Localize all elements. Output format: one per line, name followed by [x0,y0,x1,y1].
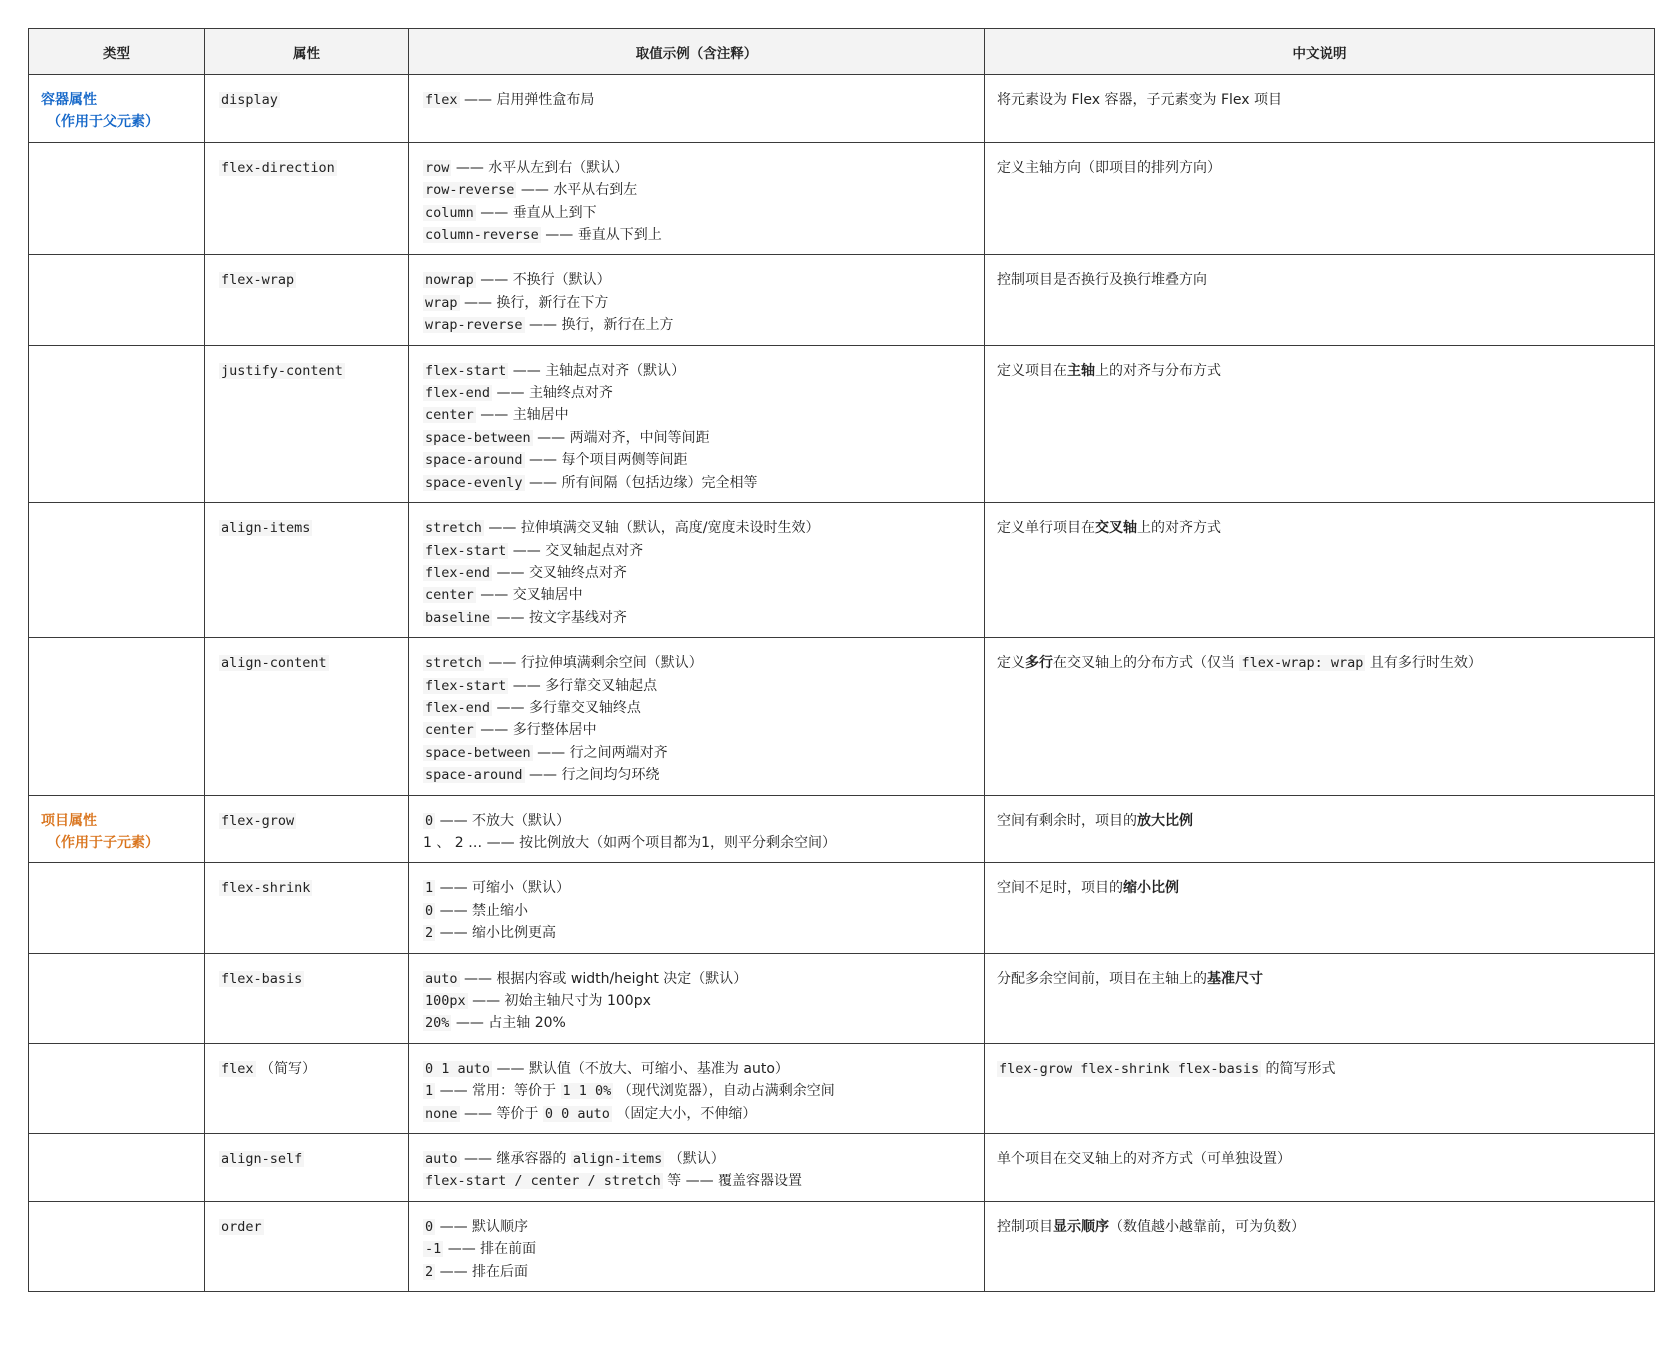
description-text: 定义项目在 [997,362,1067,379]
value-note: 常用：等价于 [472,1083,561,1100]
description-cell [985,1043,1655,1133]
table-row [29,345,1655,502]
value-line: space-around —— 行之间均匀环绕 [425,767,660,784]
value-note: 缩小比例更高 [472,925,557,942]
description-emphasis: 放大比例 [1137,812,1193,829]
type-cell [29,863,205,953]
value-note: 按比例放大（如两个项目都为1，则平分剩余空间） [519,834,836,851]
value-line: space-between —— 两端对齐，中间等间距 [425,429,710,446]
value-line: auto —— 继承容器的 align-items （默认） [425,1151,725,1168]
description-cell [985,863,1655,953]
value-line: 0 —— 禁止缩小 [425,902,529,919]
description-text: 在交叉轴上的分布方式（仅当 [1053,655,1240,672]
value-note: 行之间两端对齐 [569,744,668,761]
value-note: 交叉轴居中 [512,587,583,604]
value-line: auto —— 根据内容或 width/height 决定（默认） [425,970,748,987]
attribute-suffix: （简写） [255,1060,316,1077]
attribute-cell [205,863,409,953]
value-code: space-evenly [425,474,523,491]
flex-properties-table [28,28,1655,1292]
value-code: 0 [425,902,434,919]
value-line: center —— 交叉轴居中 [425,587,583,604]
value-code: 0 [425,812,434,829]
value-line: flex-end —— 交叉轴终点对齐 [425,564,627,581]
attribute-cell [205,1134,409,1202]
value-code: 100px [425,993,466,1009]
value-line: column —— 垂直从上到下 [425,204,597,221]
value-note: 默认值（不放大、可缩小、基准为 auto） [528,1060,789,1077]
header-row [29,29,1655,75]
value-code: 2 [425,925,434,942]
value-code: flex-end [425,385,491,402]
description-emphasis: 基准尺寸 [1207,970,1263,987]
value-code: flex-end [425,699,491,716]
values-cell [409,1201,985,1291]
type-label: 项目属性 [41,812,97,829]
description-text: 控制项目 [997,1218,1053,1235]
value-code: nowrap [425,272,474,289]
type-sublabel: （作用于子元素） [47,834,159,851]
value-line: column-reverse —— 垂直从下到上 [425,227,662,244]
value-code: column [425,204,474,221]
attribute-name: align-items [221,520,311,537]
value-code: row-reverse [425,182,515,199]
header-values: 取值示例（含注释） [409,29,985,75]
value-line: 2 —— 排在后面 [425,1263,529,1280]
type-sublabel: （作用于父元素） [47,114,159,131]
values-cell [409,345,985,502]
value-line: none —— 等价于 0 0 auto （固定大小，不伸缩） [425,1105,757,1122]
attribute-cell [205,953,409,1043]
value-note: 初始主轴尺寸为 100px [504,993,651,1009]
table-row [29,953,1655,1043]
value-line: wrap-reverse —— 换行，新行在上方 [425,317,674,334]
value-line: 1 —— 常用：等价于 1 1 0% （现代浏览器），自动占满剩余空间 [425,1083,835,1100]
value-note: 每个项目两侧等间距 [561,452,688,469]
value-code: column-reverse [425,227,539,244]
value-code: 20% [425,1015,450,1032]
value-line: -1 —— 排在前面 [425,1241,537,1258]
attribute-cell [205,1043,409,1133]
value-code: flex-end [425,564,491,581]
attribute-name: order [221,1218,262,1235]
type-cell [29,1043,205,1133]
description-cell [985,638,1655,795]
value-note: 启用弹性盒布局 [496,92,595,108]
values-cell [409,142,985,255]
table-row [29,1201,1655,1291]
value-code: space-between [425,429,531,446]
value-note: 主轴居中 [512,407,569,424]
value-note: 交叉轴终点对齐 [528,564,627,581]
values-cell [409,795,985,863]
type-cell [29,503,205,638]
description-cell [985,953,1655,1043]
value-note: 排在前面 [480,1241,537,1258]
type-cell [29,345,205,502]
value-note: 多行靠交叉轴起点 [545,677,658,694]
description-text: （数值越小越靠前，可为负数） [1109,1218,1305,1235]
value-code: 1 、 2 … [423,834,483,851]
value-line [423,1170,972,1192]
value-note: 水平从右到左 [553,182,638,199]
value-line: center —— 多行整体居中 [425,722,597,739]
table-row [29,142,1655,255]
values-cell [409,953,985,1043]
value-line: 1 —— 可缩小（默认） [425,880,571,897]
value-code: none [425,1105,458,1122]
description-text: 分配多余空间前，项目在主轴上的 [997,970,1207,987]
value-code: baseline [425,609,491,626]
values-cell [409,75,985,143]
value-line: 1 、 2 … —— 按比例放大（如两个项目都为1，则平分剩余空间） [423,834,836,851]
value-note: 不放大（默认） [472,812,571,829]
description-text: 单个项目在交叉轴上的对齐方式（可单独设置） [997,1151,1291,1168]
values-cell [409,255,985,345]
description-cell [985,345,1655,502]
value-line: 0 1 auto —— 默认值（不放大、可缩小、基准为 auto） [425,1060,789,1077]
attribute-name: flex [221,1060,254,1077]
attribute-name: align-self [221,1151,303,1168]
table-row [29,863,1655,953]
value-code: 0 1 auto [425,1060,491,1077]
type-cell [29,1201,205,1291]
table-row [29,503,1655,638]
description-text: 且有多行时生效） [1365,655,1482,672]
type-cell [29,255,205,345]
type-cell [29,142,205,255]
value-code: flex-start [425,542,507,559]
value-line: flex-start —— 多行靠交叉轴起点 [425,677,658,694]
value-note: 禁止缩小 [472,902,529,919]
description-text: 定义单行项目在 [997,520,1095,537]
value-note: 占主轴 20% [488,1015,566,1032]
type-cell [29,1134,205,1202]
value-note: 换行，新行在上方 [561,317,674,334]
description-code: flex-wrap: wrap [1241,655,1364,672]
value-code: 2 [425,1263,434,1280]
value-line: 20% —— 占主轴 20% [425,1015,566,1032]
table-row [29,1043,1655,1133]
value-line: flex-start —— 主轴起点对齐（默认） [425,362,686,379]
value-line: center —— 主轴居中 [425,407,569,424]
description-cell [985,255,1655,345]
value-note: 可缩小（默认） [472,880,571,897]
value-code: 1 [425,880,434,897]
table-row [29,255,1655,345]
value-note: 多行靠交叉轴终点 [528,699,641,716]
value-code: -1 [425,1241,442,1258]
values-cell [409,863,985,953]
value-note: 行拉伸填满剩余空间（默认） [520,655,703,672]
value-note: 主轴终点对齐 [528,385,613,402]
description-text: 空间不足时，项目的 [997,880,1123,897]
value-code: center [425,722,474,739]
value-code: wrap-reverse [425,317,523,334]
value-code-inline: 1 1 0% [562,1083,612,1100]
value-note: 主轴起点对齐（默认） [545,362,686,379]
description-cell [985,503,1655,638]
description-cell [985,795,1655,863]
description-text: 定义 [997,655,1025,672]
attribute-cell [205,1201,409,1291]
attribute-name: flex-grow [221,812,295,829]
value-code: center [425,587,474,604]
values-cell [409,503,985,638]
description-cell [985,142,1655,255]
attribute-cell [205,795,409,863]
value-code: row [425,159,450,176]
attribute-cell [205,345,409,502]
value-line: flex-end —— 主轴终点对齐 [425,385,613,402]
value-line: flex-end —— 多行靠交叉轴终点 [425,699,641,716]
attribute-name: flex-shrink [221,880,311,897]
description-text: 上的对齐方式 [1137,520,1221,537]
type-cell [29,75,205,143]
value-note: 排在后面 [472,1263,529,1280]
value-note: 按文字基线对齐 [528,609,627,626]
value-code: space-around [425,767,523,784]
attribute-name: align-content [221,655,327,672]
description-text: 空间有剩余时，项目的 [997,812,1137,829]
value-note: 两端对齐，中间等间距 [569,429,710,446]
value-code: center [425,407,474,424]
value-code: wrap [425,294,458,311]
value-note: 根据内容或 width/height 决定（默认） [496,970,748,987]
description-emphasis: 多行 [1025,655,1053,672]
value-note: 垂直从下到上 [577,227,662,244]
value-note: 换行，新行在下方 [496,294,609,311]
type-label: 容器属性 [41,92,97,108]
value-line: wrap —— 换行，新行在下方 [425,294,609,311]
value-note: 所有间隔（包括边缘）完全相等 [561,474,758,491]
value-line: space-between —— 行之间两端对齐 [425,744,668,761]
value-note: 多行整体居中 [512,722,597,739]
values-cell [409,1134,985,1202]
description-emphasis: 主轴 [1067,362,1095,379]
attribute-cell [205,142,409,255]
description-cell [985,1134,1655,1202]
attribute-name: display [221,92,278,108]
values-cell [409,1043,985,1133]
table-row [29,795,1655,863]
value-line: 2 —— 缩小比例更高 [425,925,557,942]
attribute-cell [205,75,409,143]
description-emphasis: 显示顺序 [1053,1218,1109,1235]
value-code: 0 [425,1218,434,1235]
description-text: 的简写形式 [1261,1060,1336,1077]
value-note: 垂直从上到下 [512,204,597,221]
value-note-tail: （现代浏览器），自动占满剩余空间 [613,1083,835,1100]
value-code: flex-start [425,362,507,379]
value-code: 1 [425,1083,434,1100]
description-cell [985,75,1655,143]
value-note: 拉伸填满交叉轴（默认，高度/宽度未设时生效） [520,520,820,537]
value-line: space-around —— 每个项目两侧等间距 [425,452,688,469]
value-code: flex-start [425,677,507,694]
attribute-cell [205,255,409,345]
value-note: 交叉轴起点对齐 [545,542,644,559]
value-code-inline: align-items [572,1151,663,1168]
value-line: flex-start —— 交叉轴起点对齐 [425,542,644,559]
table-row [29,75,1655,143]
value-code: stretch [425,520,482,537]
description-cell [985,1201,1655,1291]
description-text: 将元素设为 Flex 容器，子元素变为 Flex 项目 [997,92,1282,108]
attribute-name: justify-content [221,362,343,379]
description-code: flex-grow flex-shrink flex-basis [999,1060,1260,1077]
value-code: flex [425,92,458,108]
value-note: 不换行（默认） [512,272,611,289]
value-note-tail: （默认） [664,1151,725,1168]
value-line: stretch —— 行拉伸填满剩余空间（默认） [425,655,703,672]
value-code-inline: 0 0 auto [544,1105,610,1122]
value-code: stretch [425,655,482,672]
attribute-name: flex-wrap [221,272,295,289]
value-note: 水平从左到右（默认） [488,159,629,176]
table-row [29,1134,1655,1202]
value-line: row —— 水平从左到右（默认） [425,159,629,176]
attribute-cell [205,638,409,795]
attribute-name: flex-direction [221,159,335,176]
value-line: flex —— 启用弹性盒布局 [425,92,595,108]
value-code: space-around [425,452,523,469]
header-attribute: 属性 [205,29,409,75]
type-cell [29,795,205,863]
description-emphasis: 缩小比例 [1123,880,1179,897]
description-text: 上的对齐与分布方式 [1095,362,1221,379]
table-row [29,638,1655,795]
header-description: 中文说明 [985,29,1655,75]
attribute-cell [205,503,409,638]
value-line: space-evenly —— 所有间隔（包括边缘）完全相等 [425,474,758,491]
description-text: 控制项目是否换行及换行堆叠方向 [997,272,1207,289]
description-text: 定义主轴方向（即项目的排列方向） [997,159,1221,176]
value-line: 100px —— 初始主轴尺寸为 100px [425,993,651,1009]
value-note: 行之间均匀环绕 [561,767,660,784]
value-note: 默认顺序 [472,1218,529,1235]
value-code: space-between [425,744,531,761]
value-line: row-reverse —— 水平从右到左 [425,182,638,199]
value-note: 等 —— 覆盖容器设置 [667,1173,803,1190]
value-code: auto [425,970,458,987]
value-line: stretch —— 拉伸填满交叉轴（默认，高度/宽度未设时生效） [425,520,820,537]
value-line: 0 —— 默认顺序 [425,1218,529,1235]
type-cell [29,953,205,1043]
type-cell [29,638,205,795]
value-line: baseline —— 按文字基线对齐 [425,609,627,626]
value-note: 等价于 [496,1105,543,1122]
value-code: flex-start / center / stretch [425,1173,661,1190]
value-line: nowrap —— 不换行（默认） [425,272,611,289]
description-emphasis: 交叉轴 [1095,520,1137,537]
header-type: 类型 [29,29,205,75]
value-note: 继承容器的 [496,1151,571,1168]
value-code: auto [425,1151,458,1168]
value-note-tail: （固定大小，不伸缩） [611,1105,757,1122]
values-cell [409,638,985,795]
value-line: 0 —— 不放大（默认） [425,812,571,829]
attribute-name: flex-basis [221,970,303,987]
